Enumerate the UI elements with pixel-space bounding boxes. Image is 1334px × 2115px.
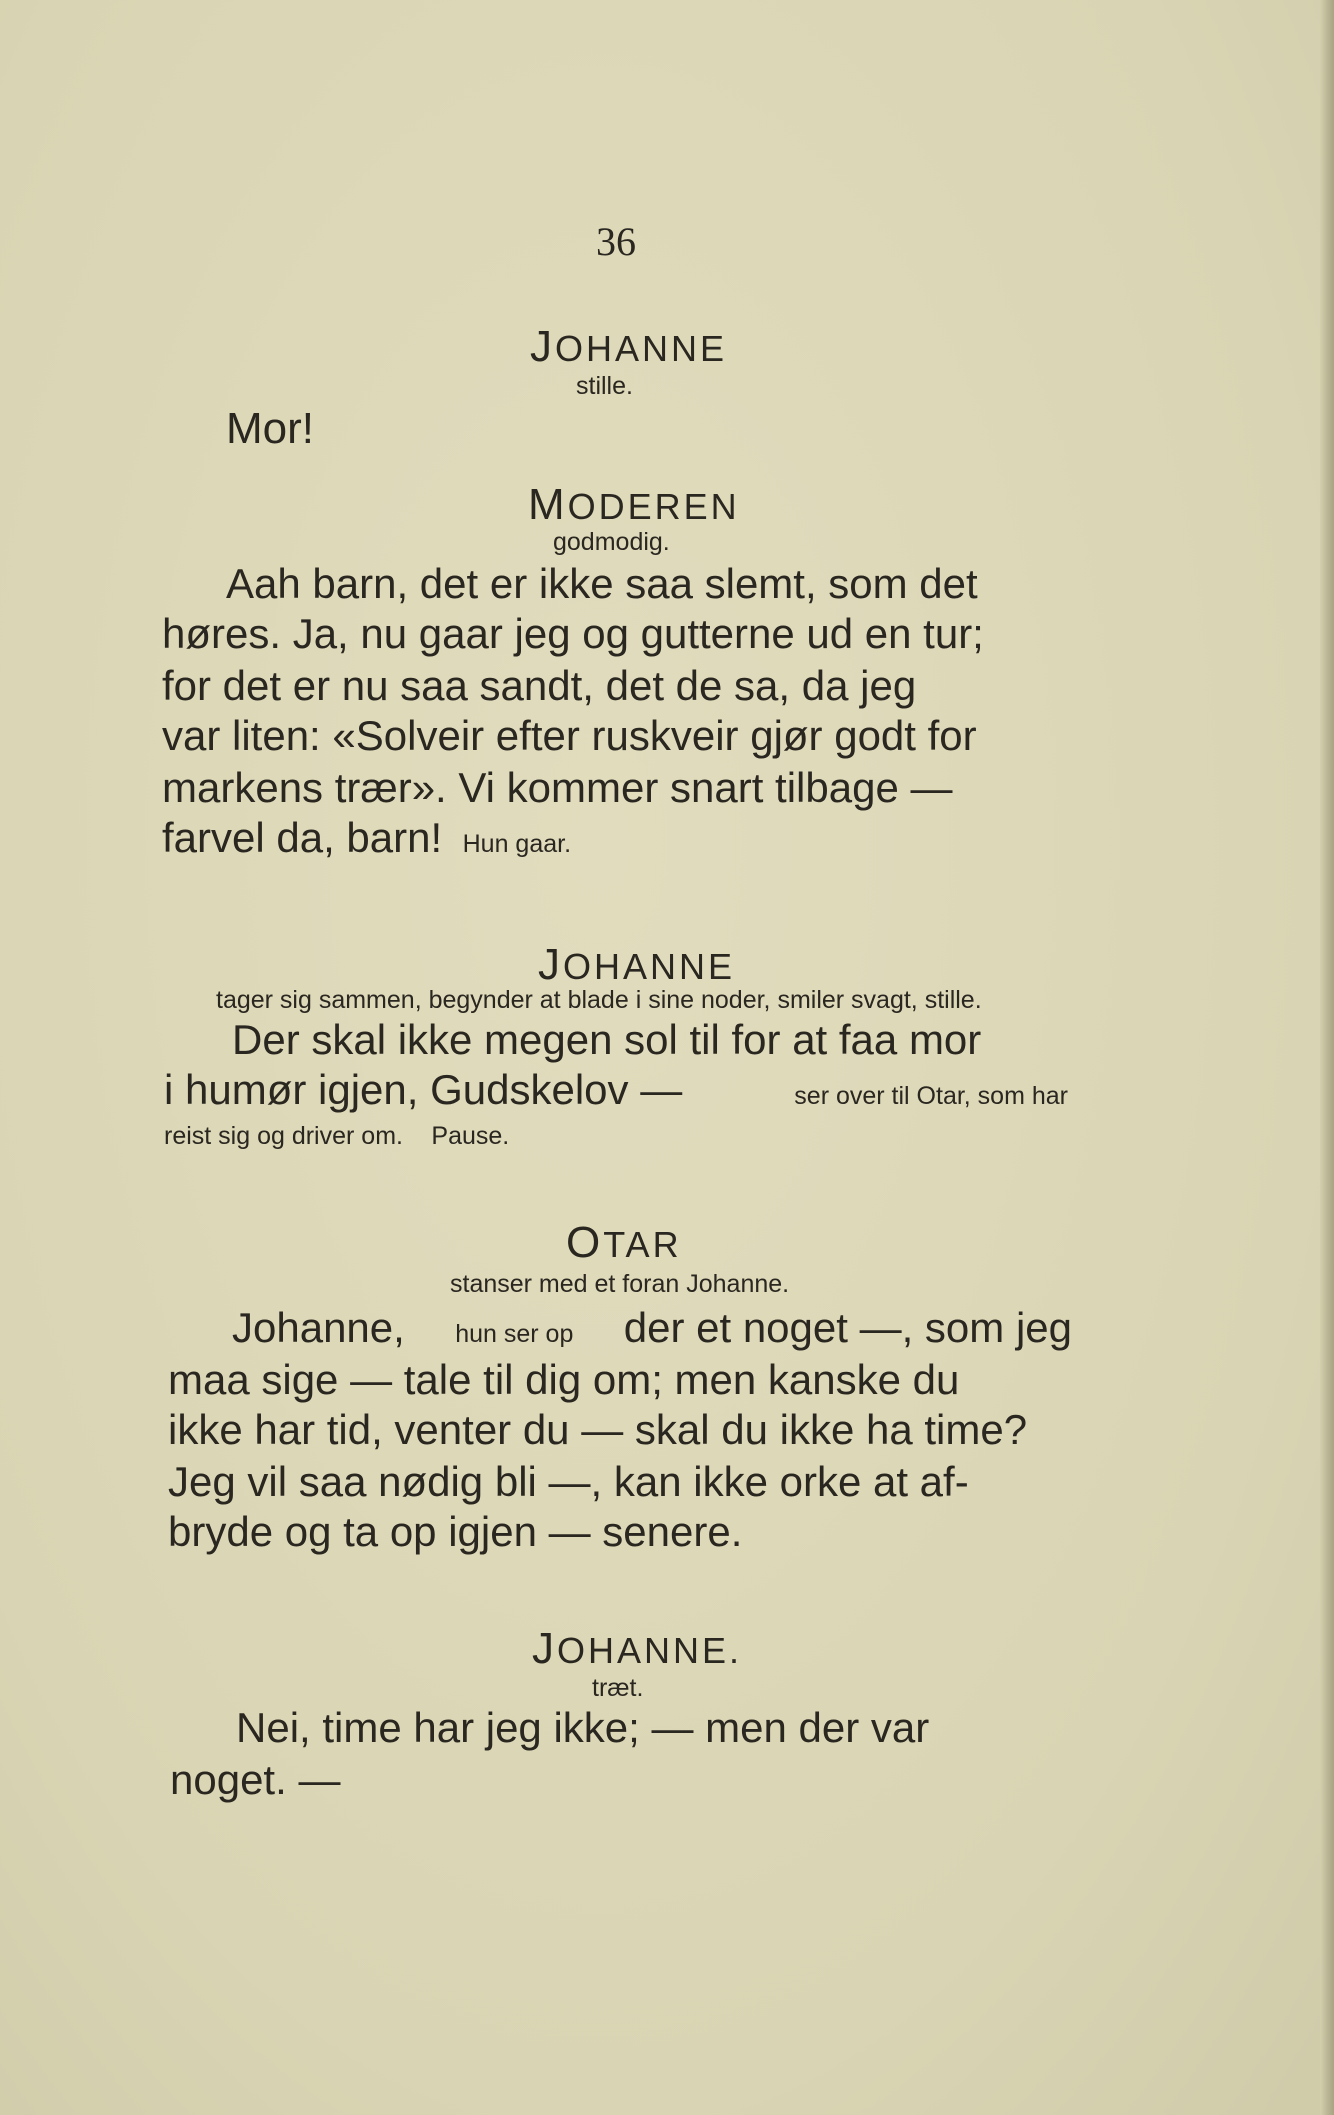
stage-direction-6: stanser med et foran Johanne.	[450, 1270, 790, 1298]
para3-line-1-a: Johanne,	[232, 1304, 405, 1351]
para4-line-1: Nei, time har jeg ikke; — men der var	[236, 1704, 930, 1751]
para1-line-2: høres. Ja, nu gaar jeg og gutterne ud en tur;	[162, 610, 984, 657]
para1-line-1: Aah barn, det er ikke saa slemt, som det	[226, 560, 978, 607]
para3-line-1	[232, 1304, 1072, 1352]
para1-line-5: markens trær». Vi kommer snart tilbage —	[162, 764, 953, 811]
stage-direction-8: træt.	[592, 1674, 644, 1702]
stage-direction-1: stille.	[576, 372, 633, 400]
para4-line-2: noget. —	[170, 1756, 341, 1803]
speaker-johanne-2: JOHANNE	[538, 940, 736, 989]
page-edge	[1320, 0, 1334, 2115]
para2-line-2	[164, 1066, 1068, 1114]
line-mor: Mor!	[226, 404, 314, 453]
para1-line-6	[162, 814, 571, 862]
para3-line-5: bryde og ta op igjen — senere.	[168, 1508, 743, 1555]
para3-line-4: Jeg vil saa nødig bli —, kan ikke orke at af-	[168, 1458, 969, 1505]
page-number: 36	[596, 219, 636, 264]
stage-direction-2: godmodig.	[553, 528, 670, 556]
speaker-johanne-1: JOHANNE	[530, 322, 728, 371]
speaker-johanne-3: JOHANNE.	[532, 1624, 743, 1673]
speaker-otar: OTAR	[566, 1218, 682, 1267]
stage-direction-hun-gaar: Hun gaar.	[462, 830, 572, 858]
stage-direction-4: ser over til Otar, som har	[794, 1082, 1068, 1110]
para1-line-3: for det er nu saa sandt, det de sa, da jeg	[162, 662, 917, 709]
stage-direction-3: tager sig sammen, begynder at blade i sine noder, smiler svagt, stille.	[216, 986, 982, 1014]
speaker-moderen: MODEREN	[528, 480, 740, 529]
para3-line-3: ikke har tid, venter du — skal du ikke ha time?	[168, 1406, 1028, 1453]
para2-line-3	[164, 1122, 509, 1151]
para3-line-1-b: der et noget —, som jeg	[623, 1304, 1072, 1351]
para3-line-2: maa sige — tale til dig om; men kanske du	[168, 1356, 960, 1403]
para1-line-4: var liten: «Solveir efter ruskveir gjør godt for	[162, 712, 977, 759]
stage-direction-5: reist sig og driver om.	[164, 1122, 403, 1150]
para2-line-1: Der skal ikke megen sol til for at faa mor	[232, 1016, 982, 1063]
para2-line-2-text: i humør igjen, Gudskelov —	[164, 1066, 683, 1113]
stage-direction-7: hun ser op	[455, 1320, 574, 1348]
para1-last-text: farvel da, barn!	[162, 814, 443, 861]
stage-direction-pause: Pause.	[431, 1122, 510, 1150]
